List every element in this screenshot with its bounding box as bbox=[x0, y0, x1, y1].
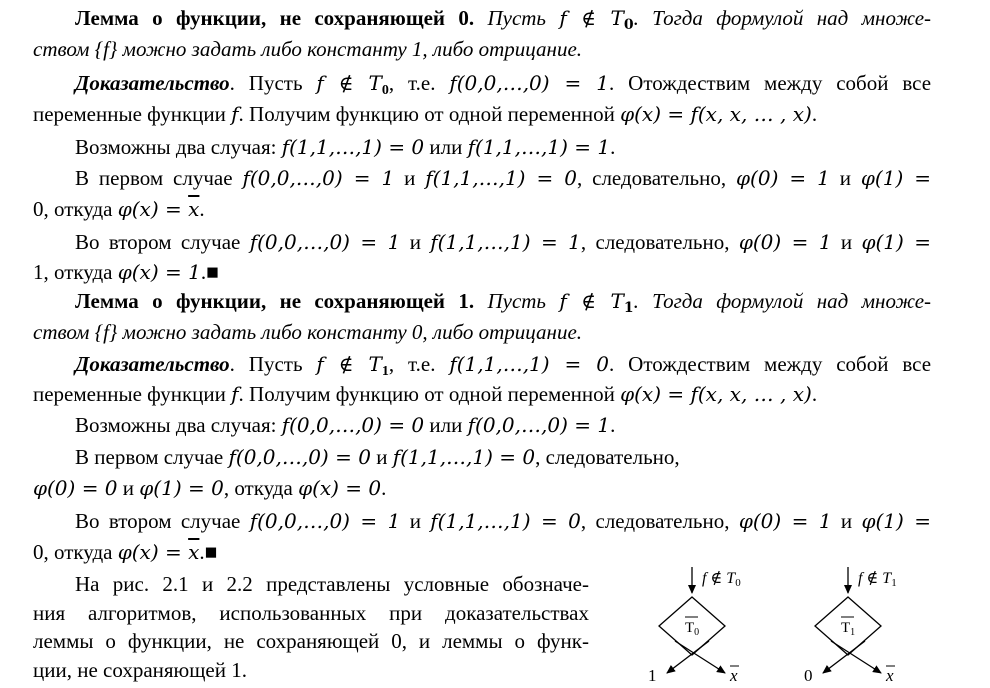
lemma1-statement-line2: ством {f} можно задать либо константу 0, либо отрицание. bbox=[33, 320, 583, 344]
diagram-fig1 bbox=[648, 567, 741, 685]
proof0-line1: Доказательство. Пусть f ∉ $T_0$, т.е. f(0,0,…,0) = 1. Отождествим между собой все bbox=[75, 71, 932, 98]
proof1-line7: 0, откуда $\varphi(x) = \overline{x}.■$ bbox=[33, 540, 218, 564]
proof1-line2: переменные функции f. Получим функцию от одной переменной φ(x) = f(x, x, … , x). bbox=[33, 382, 818, 406]
fig2-right-out-arrow bbox=[831, 641, 881, 673]
figure-text-line4: ции, не сохраняющей 1. bbox=[33, 658, 247, 682]
proof1-line5: φ(0) = 0 и φ(1) = 0, откуда φ(x) = 0. bbox=[33, 476, 387, 500]
proof1-line6: Во втором случае f(0,0,…,0) = 1 и f(1,1,…,1) = 0, следовательно, φ(0) = 1 и φ(1) = bbox=[75, 509, 932, 533]
lemma1-title: Лемма о функции, не сохраняющей 1. bbox=[75, 289, 475, 313]
proof0-line3: Возможны два случая: f(1,1,…,1) = 0 или f(1,1,…,1) = 1. bbox=[75, 135, 616, 159]
figure-text-line1: На рис. 2.1 и 2.2 представлены условные обозначе- bbox=[75, 572, 589, 596]
fig2-input-label: f ∉ T1 bbox=[858, 570, 897, 589]
proof1-line4: В первом случае f(0,0,…,0) = 0 и f(1,1,…,1) = 0, следовательно, bbox=[75, 445, 680, 469]
fig2-out-left: 0 bbox=[804, 666, 813, 685]
diagram-fig2 bbox=[804, 567, 897, 685]
fig1-left-out-arrow bbox=[667, 641, 709, 673]
lemma0-statement-line1: Лемма о функции, не сохраняющей 0. Пусть f ∉ $T_0$. Тогда формулой над множе- bbox=[75, 6, 932, 33]
fig1-out-left: 1 bbox=[648, 666, 657, 685]
lemma0-title: Лемма о функции, не сохраняющей 0. bbox=[75, 6, 475, 30]
figure-text-line2: ния алгоритмов, использованных при доказательствах bbox=[33, 601, 589, 625]
proof0-line5: 0, откуда $\varphi(x) = \overline{x}$. bbox=[33, 197, 205, 221]
proof0-line4: В первом случае f(0,0,…,0) = 1 и f(1,1,…,1) = 0, следовательно, φ(0) = 1 и φ(1) = bbox=[75, 166, 932, 190]
lemma0-statement-line2: ством {f} можно задать либо константу 1, либо отрицание. bbox=[33, 37, 583, 61]
fig1-out-right: x bbox=[730, 666, 738, 685]
fig1-node-label: $T_0$ bbox=[685, 620, 700, 638]
lemma1-statement-line1: Лемма о функции, не сохраняющей 1. Пусть f ∉ $T_1$. Тогда формулой над множе- bbox=[75, 289, 932, 316]
fig2-out-right: x bbox=[886, 666, 894, 685]
proof0-line2: переменные функции f. Получим функцию от одной переменной φ(x) = f(x, x, … , x). bbox=[33, 102, 818, 126]
fig2-node-label: $T_1$ bbox=[841, 620, 856, 638]
proof1-line3: Возможны два случая: f(0,0,…,0) = 0 или f(0,0,…,0) = 1. bbox=[75, 413, 616, 437]
fig1-input-label: f ∉ T0 bbox=[702, 570, 741, 589]
fig1-right-out-arrow bbox=[675, 641, 725, 673]
proof1-title: Доказательство bbox=[75, 352, 230, 376]
proof0-line7: 1, откуда φ(x) = 1.■ bbox=[33, 260, 219, 284]
proof1-line1: Доказательство. Пусть f ∉ $T_1$, т.е. f(1,1,…,1) = 0. Отождествим между собой все bbox=[75, 352, 932, 379]
fig2-left-out-arrow bbox=[823, 641, 865, 673]
figure-text-line3: леммы о функции, не сохраняющей 0, и леммы о функ- bbox=[33, 629, 589, 653]
proof0-title: Доказательство bbox=[75, 71, 230, 95]
proof0-line6: Во втором случае f(0,0,…,0) = 1 и f(1,1,…,1) = 1, следовательно, φ(0) = 1 и φ(1) = bbox=[75, 230, 932, 254]
